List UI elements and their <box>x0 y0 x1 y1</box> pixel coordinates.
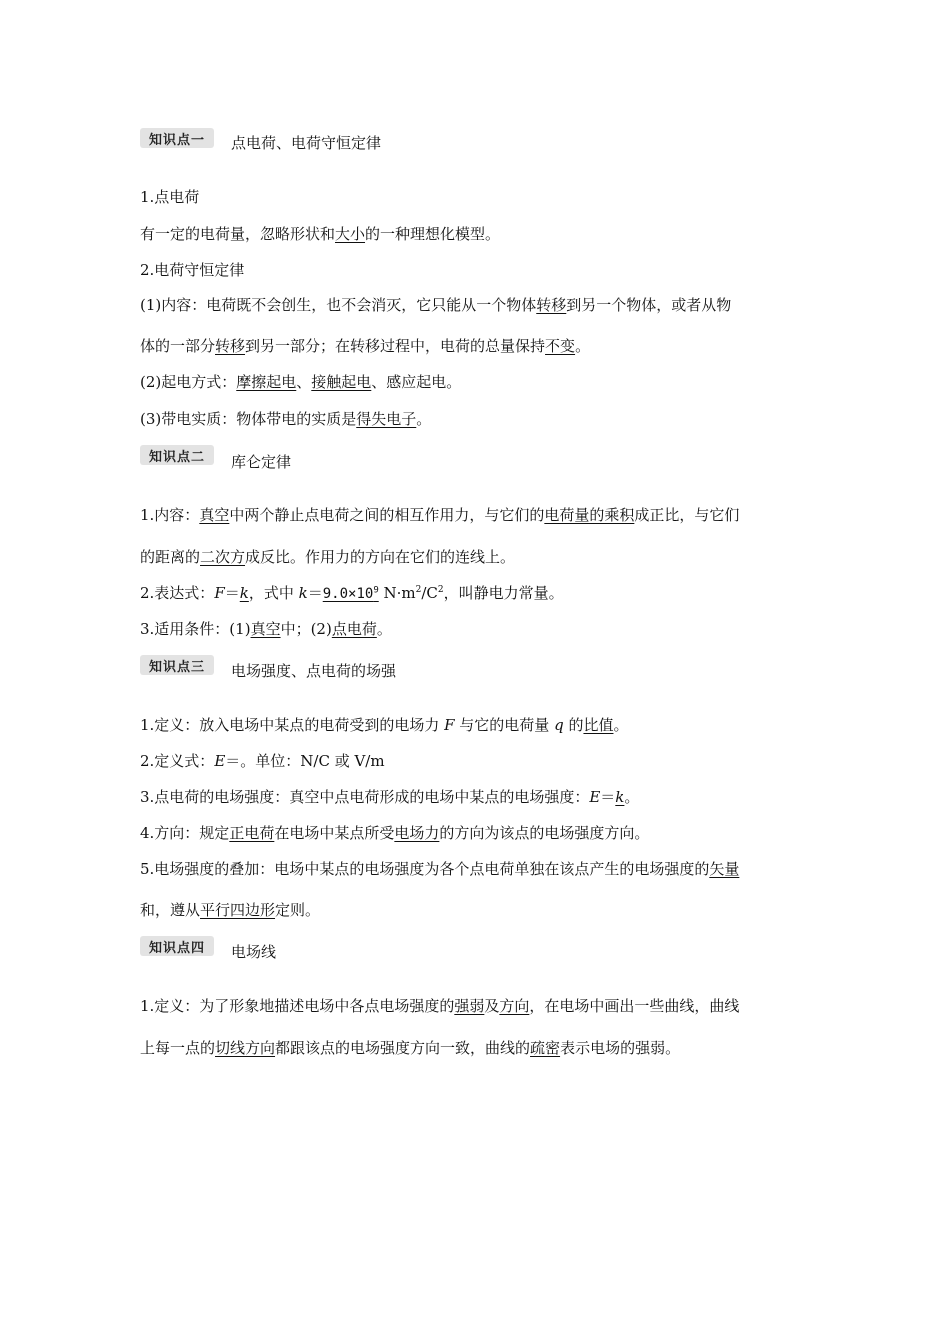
blank-answer: 二次方 <box>200 548 246 566</box>
s3-line-6: 和，遵从平行四边形定则。 <box>140 901 321 919</box>
section-title-4: 电场线 <box>231 943 277 961</box>
blank-answer: 平行四边形 <box>200 901 276 919</box>
s2-line-1: 1.内容：真空中两个静止点电荷之间的相互作用力，与它们的电荷量的乘积成正比，与它们 <box>140 506 740 524</box>
blank-answer: 真空 <box>250 620 281 638</box>
blank-answer: 电场力 <box>394 824 440 842</box>
blank-answer: 大小 <box>335 225 366 243</box>
blank-answer: k <box>239 584 249 602</box>
blank-answer: 接触起电 <box>311 373 372 391</box>
blank-answer: 方向 <box>499 997 530 1015</box>
section-badge-2: 知识点二 <box>140 445 214 465</box>
s3-line-4: 4.方向：规定正电荷在电场中某点所受电场力的方向为该点的电场强度方向。 <box>140 824 650 842</box>
section-badge-1: 知识点一 <box>140 128 214 148</box>
s3-line-1: 1.定义：放入电场中某点的电荷受到的电场力 F 与它的电荷量 q 的比值。 <box>140 716 629 734</box>
s1-item-1-heading: 1.点电荷 <box>140 188 200 206</box>
blank-answer: $9.0\times 10^9$ <box>322 585 379 602</box>
blank-answer: 转移 <box>536 296 567 314</box>
blank-answer: 比值 <box>583 716 614 734</box>
section-title-2: 库仑定律 <box>231 453 292 471</box>
blank-answer: 切线方向 <box>215 1039 276 1057</box>
blank-answer: 转移 <box>215 337 246 355</box>
blank-answer: 正电荷 <box>229 824 275 842</box>
s1-item-2-heading: 2.电荷守恒定律 <box>140 261 245 279</box>
blank-answer: k <box>615 788 625 806</box>
s3-line-5: 5.电场强度的叠加：电场中某点的电场强度为各个点电荷单独在该点产生的电场强度的矢量 <box>140 860 740 878</box>
s4-line-2: 上每一点的切线方向都跟该点的电场强度方向一致，曲线的疏密表示电场的强弱。 <box>140 1039 681 1057</box>
s1-item-2-line-1: (1)内容：电荷既不会创生，也不会消灭，它只能从一个物体转移到另一个物体，或者从物 <box>140 296 732 314</box>
blank-answer: 点电荷 <box>331 620 377 638</box>
section-badge-3: 知识点三 <box>140 655 214 675</box>
blank-answer: 强弱 <box>454 997 485 1015</box>
blank-answer: 不变 <box>545 337 576 355</box>
blank-answer: 疏密 <box>530 1039 561 1057</box>
s2-line-3: 2.表达式：F＝k，式中 $k=9.0\times 10^9$ $N\cdot m^2/C^2$，叫静电力常量。 <box>140 584 564 602</box>
s1-item-2-line-3: (2)起电方式：摩擦起电、接触起电、感应起电。 <box>140 373 462 391</box>
section-title-3: 电场强度、点电荷的场强 <box>231 662 397 680</box>
blank-answer: 真空 <box>199 506 230 524</box>
blank-answer: 矢量 <box>709 860 740 878</box>
s4-line-1: 1.定义：为了形象地描述电场中各点电场强度的强弱及方向，在电场中画出一些曲线，曲线 <box>140 997 740 1015</box>
s1-item-1-text: 有一定的电荷量，忽略形状和大小的一种理想化模型。 <box>140 225 501 243</box>
s1-item-2-line-4: (3)带电实质：物体带电的实质是得失电子。 <box>140 410 432 428</box>
blank-answer: 得失电子 <box>356 410 417 428</box>
s1-item-2-line-2: 体的一部分转移到另一部分；在转移过程中，电荷的总量保持不变。 <box>140 337 591 355</box>
blank-answer: 电荷量的乘积 <box>544 506 635 524</box>
blank-answer: 摩擦起电 <box>236 373 297 391</box>
s3-line-2: 2.定义式：E＝。单位：N/C 或 V/m <box>140 752 385 770</box>
s2-line-2: 的距离的二次方成反比。作用力的方向在它们的连线上。 <box>140 548 516 566</box>
s2-line-4: 3.适用条件：(1)真空中；(2)点电荷。 <box>140 620 392 638</box>
section-title-1: 点电荷、电荷守恒定律 <box>231 134 382 152</box>
s3-line-3: 3.点电荷的电场强度：真空中点电荷形成的电场中某点的电场强度：E＝k。 <box>140 788 640 806</box>
section-badge-4: 知识点四 <box>140 936 214 956</box>
